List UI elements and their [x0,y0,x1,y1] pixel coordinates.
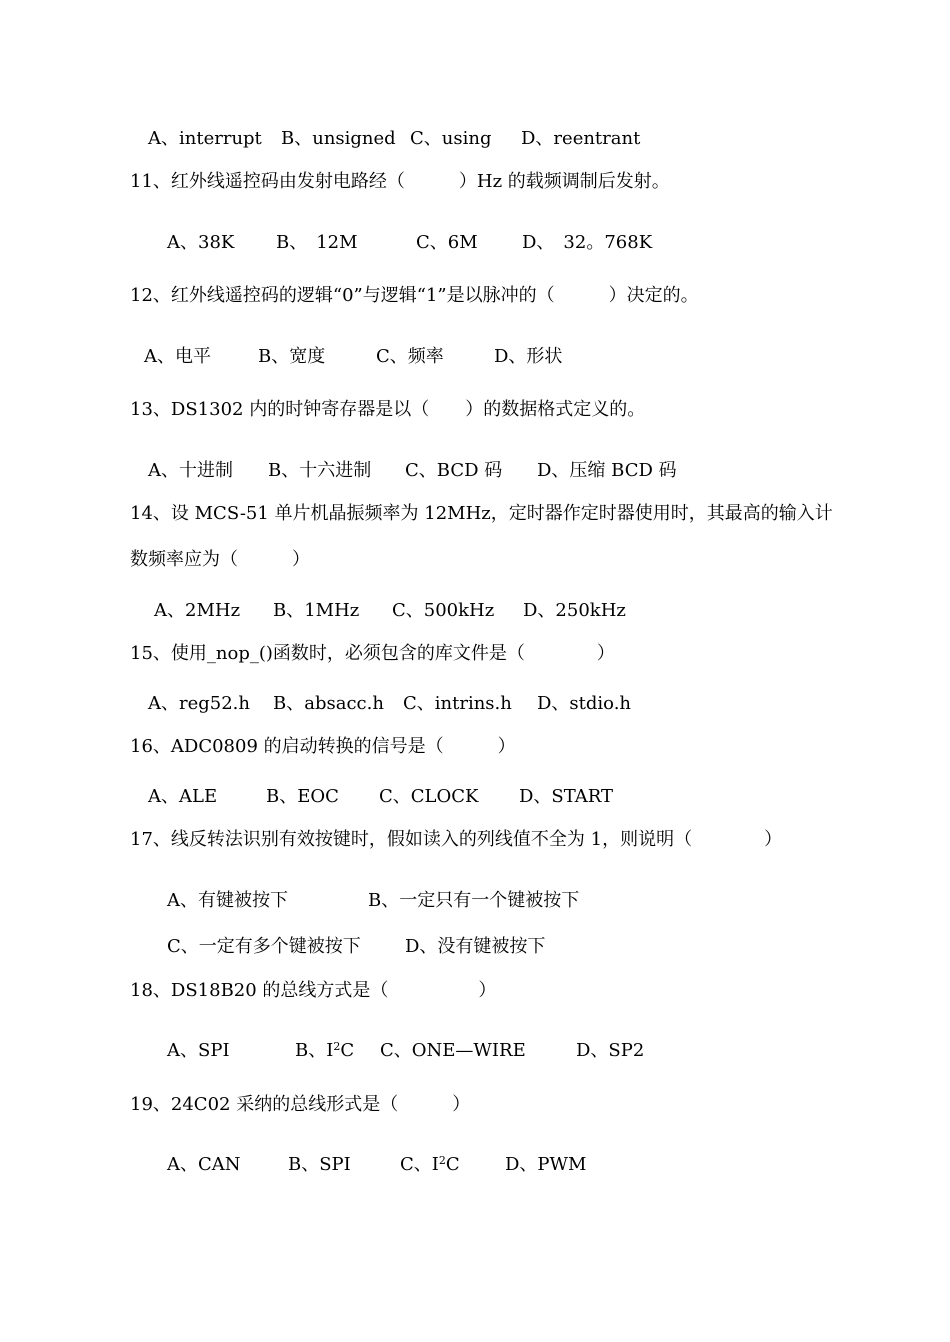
q12-option-c: C、频率 [376,346,444,367]
q11-option-b: B、 12M [276,232,358,253]
q17-option-b: B、一定只有一个键被按下 [368,890,580,911]
q18-option-b-suffix: C [340,1040,355,1061]
q19-option-c-superscript: 2 [438,1154,446,1167]
q13-option-d: D、压缩 BCD 码 [537,460,677,481]
q10-option-a: A、interrupt [148,128,262,149]
q12-option-b: B、宽度 [258,346,326,367]
q19-option-a: A、CAN [167,1154,241,1175]
q12-option-a: A、电平 [144,346,211,367]
q18-option-a: A、SPI [167,1040,230,1061]
q10-option-c: C、using [410,128,492,149]
q16-option-c: C、CLOCK [379,786,479,807]
q14-option-c: C、500kHz [392,600,495,621]
q13-option-b: B、十六进制 [268,460,372,481]
q11-stem: 11、红外线遥控码由发射电路经（ ）Hz 的载频调制后发射。 [130,171,670,192]
q18-option-b-superscript: 2 [333,1040,341,1053]
q13-option-c: C、BCD 码 [405,460,503,481]
q14-stem-line1: 14、设 MCS-51 单片机晶振频率为 12MHz，定时器作定时器使用时，其最高的输入计 [130,503,833,524]
q18-option-b [295,1036,354,1062]
q18-stem: 18、DS18B20 的总线方式是（ ） [130,980,497,1001]
q15-option-a: A、reg52.h [148,693,250,714]
q15-option-d: D、stdio.h [537,693,632,714]
q19-stem: 19、24C02 采纳的总线形式是（ ） [130,1094,471,1115]
q10-option-d: D、reentrant [521,128,641,149]
q19-option-d: D、PWM [505,1154,587,1175]
q19-option-c [400,1150,460,1176]
q14-option-b: B、1MHz [273,600,360,621]
q15-stem: 15、使用_nop_()函数时，必须包含的库文件是（ ） [130,643,615,664]
q16-stem: 16、ADC0809 的启动转换的信号是（ ） [130,736,516,757]
q13-stem: 13、DS1302 内的时钟寄存器是以（ ）的数据格式定义的。 [130,399,646,420]
q18-option-c: C、ONE—WIRE [380,1040,526,1061]
q11-option-a: A、38K [167,232,235,253]
q16-option-a: A、ALE [148,786,218,807]
q17-option-a: A、有键被按下 [167,890,288,911]
q14-stem-line2: 数频率应为（ ） [130,549,310,570]
q17-option-c: C、一定有多个键被按下 [167,936,361,957]
q18-option-b-prefix: B、I [295,1040,334,1061]
q12-option-d: D、形状 [494,346,563,367]
q14-option-d: D、250kHz [523,600,626,621]
q17-option-d: D、没有键被按下 [405,936,546,957]
q13-option-a: A、十进制 [148,460,233,481]
q10-option-b: B、unsigned [281,128,396,149]
q11-option-c: C、6M [416,232,478,253]
q14-option-a: A、2MHz [154,600,241,621]
q16-option-b: B、EOC [266,786,339,807]
q18-option-d: D、SP2 [576,1040,645,1061]
q17-stem: 17、线反转法识别有效按键时，假如读入的列线值不全为 1，则说明（ ） [130,829,783,850]
q19-option-b: B、SPI [288,1154,351,1175]
q11-option-d: D、 32。768K [522,232,653,253]
q15-option-b: B、absacc.h [273,693,384,714]
q15-option-c: C、intrins.h [403,693,512,714]
q19-option-c-prefix: C、I [400,1154,439,1175]
q19-option-c-suffix: C [445,1154,460,1175]
q12-stem: 12、红外线遥控码的逻辑“0”与逻辑“1”是以脉冲的（ ）决定的。 [130,285,699,306]
q16-option-d: D、START [519,786,614,807]
